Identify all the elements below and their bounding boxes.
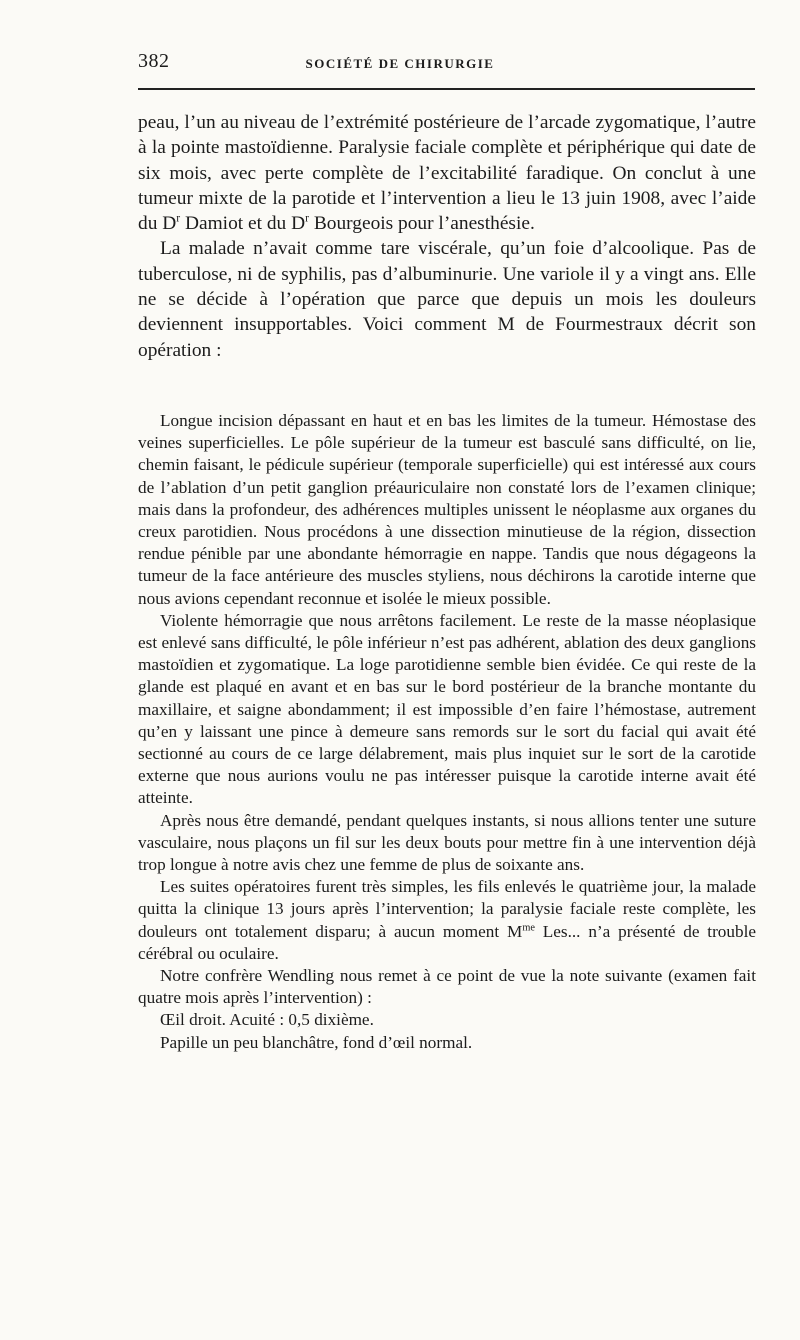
paragraph-2: La malade n’avait comme tare viscérale, qu’un foie d’alcoolique. Pas de tuberculose, ni de syphilis, pas d’albuminurie. Une variole il y a vingt ans. Elle ne se décide à l’opération que parce que depuis un mois les douleurs deviennent insupportables. Voici comment M de Fourmestraux décrit son opération : <box>138 238 756 361</box>
doctor-abbrev-1: D <box>162 213 177 235</box>
report-paragraph-6: Œil droit. Acuité : 0,5 dixième. <box>160 1010 374 1030</box>
report-paragraph-5: Notre confrère Wendling nous remet à ce point de vue la note suivante (examen fait quatre mois après l’intervention) : <box>138 966 756 1008</box>
madame-sup: me <box>522 921 535 933</box>
report-paragraph-1: Longue incision dépassant en haut et en bas les limites de la tumeur. Hémostase des veines superficielles. Le pôle supérieur de la tumeur est basculé sans difficulté, on lie, chemin faisant, le pédicule supérieur (temporale superficielle) qui est intéressé aux cours de l’ablation d’un petit ganglion préauriculaire non constaté lors de l’examen clinique; mais dans la profondeur, des adhérences multiples unissent le néoplasme aux organes du creux parotidien. Nous procédons à une dissection minutieuse de la région, dissection rendue pénible par une abondante hémorragie en nappe. Tandis que nous dégageons la tumeur de la face antérieure des muscles styliens, nous déchirons la carotide interne que nous avions cependant reconnue et isolée le mieux possible. <box>138 411 756 608</box>
report-paragraph-4 <box>138 876 756 965</box>
paragraph-1-mid: Damiot et du <box>180 213 292 235</box>
paragraph-1 <box>138 110 756 236</box>
body-text <box>138 110 756 363</box>
doctor-sup-1: r <box>176 211 181 225</box>
report-paragraph-4-text: Les suites opératoires furent très simples, les fils enlevés le quatrième jour, la malade quitta la clinique 13 jours après l’intervention; la paralysie faciale reste complète, les douleurs ont totalement disparu; à aucun moment M <box>138 877 756 941</box>
report-paragraph-7: Papille un peu blanchâtre, fond d’œil normal. <box>160 1032 473 1052</box>
operation-report <box>138 410 756 1054</box>
report-paragraph-3: Après nous être demandé, pendant quelques instants, si nous allions tenter une suture vasculaire, nous plaçons un fil sur les deux bouts pour mettre fin à une intervention déjà trop longue à notre avis chez une femme de plus de soixante ans. <box>138 810 756 875</box>
header-rule <box>138 88 755 90</box>
paragraph-1-text: peau, l’un au niveau de l’extrémité postérieure de l’arcade zygomatique, l’autre à la pointe mastoïdienne. Paralysie faciale complète et périphérique qui date de six mois, avec perte complète de l’excitabilité faradique. On conclut à une tumeur mixte de la parotide et l’intervention a lieu le 13 juin 1908, avec l’aide du <box>138 112 756 235</box>
doctor-sup-2: r <box>305 211 309 225</box>
page-number: 382 <box>138 50 170 72</box>
doctor-abbrev-2: D <box>291 213 306 235</box>
report-paragraph-4-end: Les... n’a présenté de trouble cérébral ou oculaire. <box>138 921 756 963</box>
paragraph-1-end: Bourgeois pour l’anesthésie. <box>308 213 535 235</box>
report-paragraph-2: Violente hémorragie que nous arrêtons facilement. Le reste de la masse néoplasique est enlevé sans difficulté, le pôle inférieur n’est pas adhérent, ablation des deux ganglions mastoïdien et zygomatique. La loge parotidienne semble bien évidée. Ce qui reste de la glande est plaqué en avant et en bas sur le bord postérieur de la branche montante du maxillaire, et saigne abondamment; il est impossible d’en faire l’hémostase, autrement qu’en y laissant une pince à demeure sans remords sur le sort du facial qui avait été sectionné au cours de ce large délabrement, mais plus inquiet sur le sort de la carotide externe que nous aurions voulu ne pas intéresser puisque la carotide interne avait été atteinte. <box>138 610 756 808</box>
running-title: SOCIÉTÉ DE CHIRURGIE <box>305 56 495 71</box>
